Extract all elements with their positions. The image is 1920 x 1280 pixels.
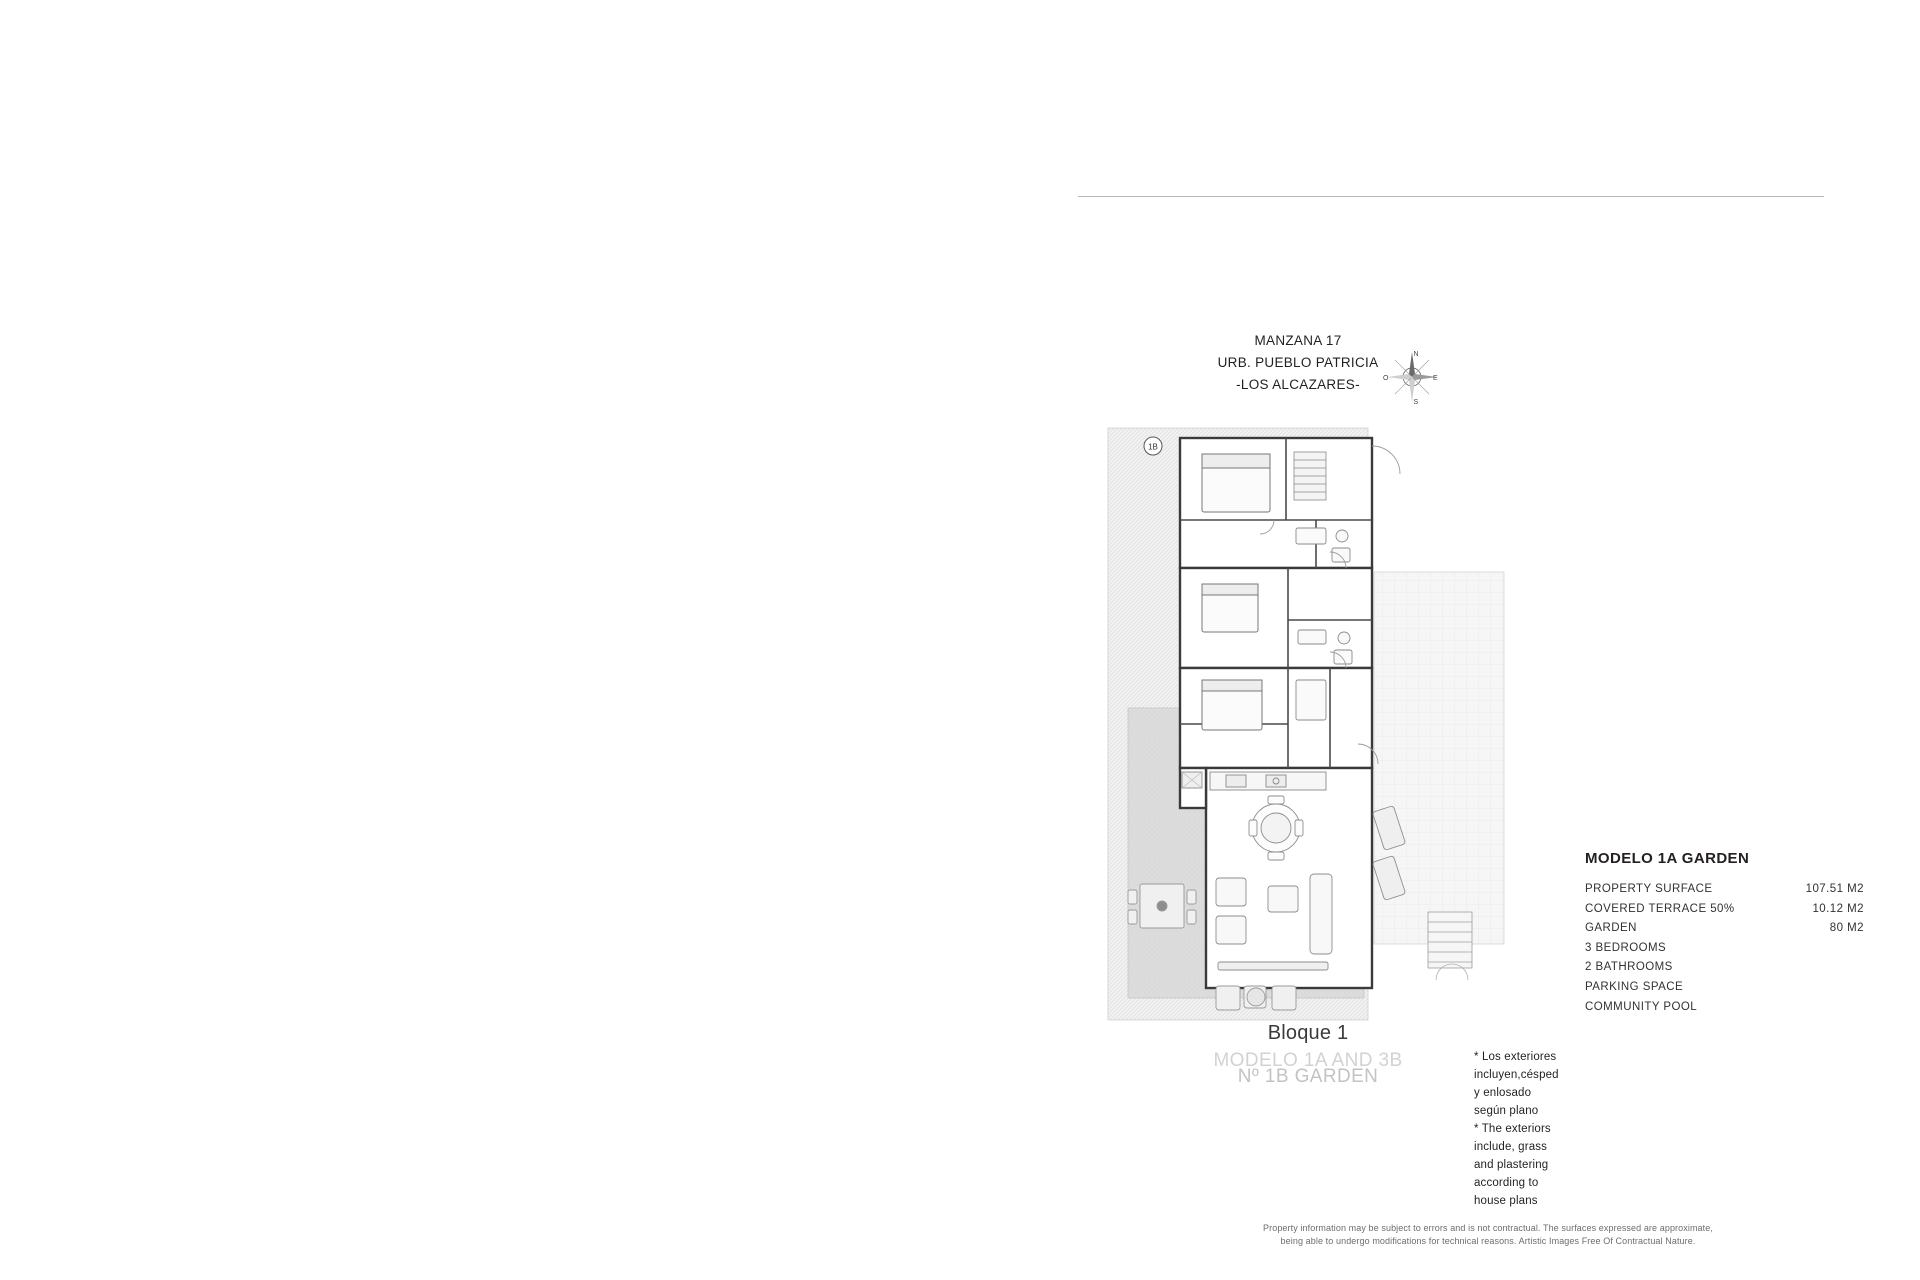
disclaimer-line-1: Property information may be subject to errors and is not contractual. The surfaces expressed are approximate,: [1263, 1223, 1713, 1233]
bloque-label: Bloque 1: [1267, 1022, 1349, 1044]
spec-key: 3 BEDROOMS: [1585, 941, 1667, 954]
ghost-label-model: MODELO 1A AND 3B: [1213, 1050, 1403, 1071]
spec-row: [1585, 900, 1864, 920]
door-tag-label: 1B: [1148, 442, 1158, 452]
header-line-urbanization: URB. PUEBLO PATRICIA: [1217, 355, 1379, 370]
spec-row: [1585, 939, 1864, 959]
header-line-location: -LOS ALCAZARES-: [1236, 377, 1360, 392]
spec-row: [1585, 919, 1864, 939]
compass-label-north: N: [1413, 351, 1419, 358]
legal-disclaimer: [1056, 1222, 1920, 1248]
spec-value: 10.12 M2: [1812, 902, 1864, 915]
spec-key: 2 BATHROOMS: [1585, 961, 1673, 974]
spec-value: 107.51 M2: [1805, 883, 1864, 895]
specification-panel: [1585, 850, 1915, 1017]
compass-label-east: E: [1433, 375, 1438, 382]
exterior-notes: [1474, 1048, 1559, 1210]
spec-key: COVERED TERRACE 50%: [1585, 902, 1735, 915]
entrance-tag: [1144, 437, 1162, 455]
model-title: MODELO 1A GARDEN: [1585, 850, 1750, 867]
ghost-label-unit: Nº 1B GARDEN: [1237, 1066, 1379, 1087]
spec-key: GARDEN: [1585, 922, 1637, 935]
note-english: * The exteriors include, grass and plastering according to house plans: [1474, 1123, 1551, 1207]
spec-value: 80 M2: [1829, 922, 1864, 935]
spec-row: [1585, 978, 1864, 998]
wardrobe-unit: [1294, 452, 1326, 500]
header-divider: [1078, 196, 1824, 197]
compass-label-south: S: [1413, 399, 1419, 406]
header-line-manzana: MANZANA 17: [1254, 333, 1342, 348]
spec-row: [1585, 998, 1864, 1018]
floor-plan-drawing: [1106, 424, 1526, 1024]
compass-rose-icon: [1383, 348, 1441, 406]
spec-key: PROPERTY SURFACE: [1585, 883, 1713, 895]
patio-lounge-set: [1216, 986, 1296, 1010]
disclaimer-line-2: being able to undergo modifications for technical reasons. Artistic Images Free Of Contractual Nature.: [1280, 1236, 1696, 1246]
spec-row: [1585, 958, 1864, 978]
compass-label-west: O: [1383, 375, 1389, 382]
spec-key: COMMUNITY POOL: [1585, 1000, 1698, 1013]
spec-key: PARKING SPACE: [1585, 980, 1684, 993]
note-spanish: * Los exteriores incluyen,césped y enlosado según plano: [1474, 1051, 1559, 1117]
spec-row: [1585, 880, 1864, 900]
document-sheet: [528, 0, 1864, 1280]
exterior-stairs: [1428, 912, 1472, 980]
